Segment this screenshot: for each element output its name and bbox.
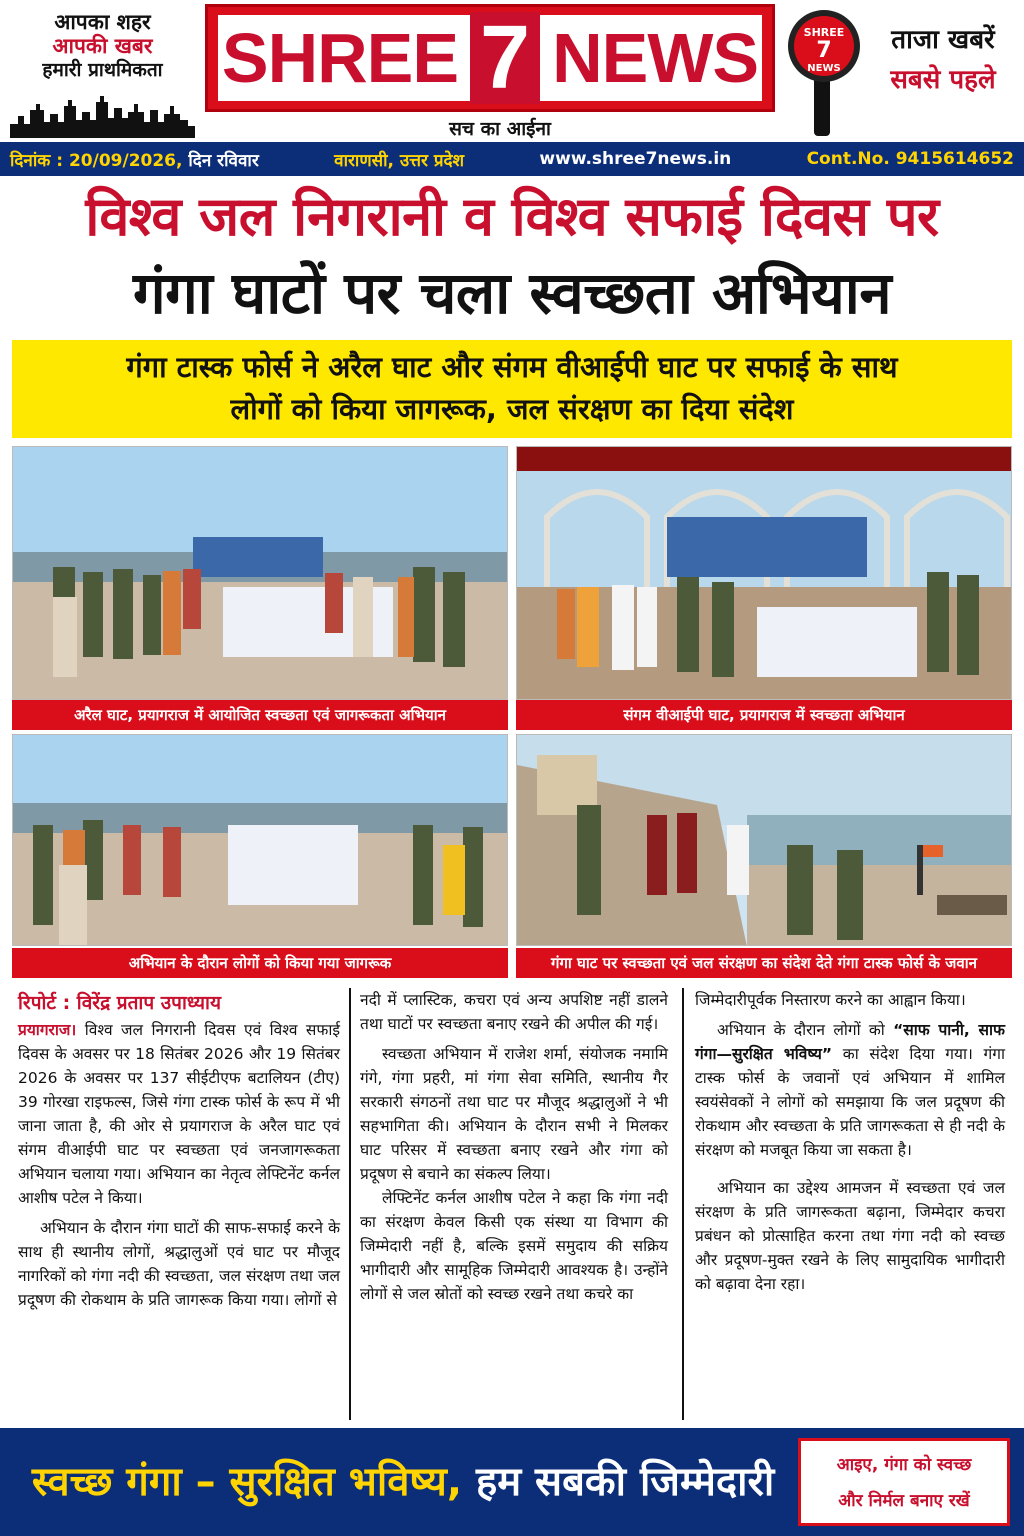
first-label: सबसे पहले (890, 65, 996, 95)
masthead (0, 0, 1024, 142)
masthead-left-slogan (10, 10, 195, 138)
date-info (10, 148, 259, 171)
tagline: सच का आईना (449, 118, 551, 140)
brand-logo (205, 4, 775, 112)
article-paragraph: जिम्मेदारीपूर्वक निस्तारण करने का आह्वान किया। (695, 991, 966, 1009)
subheadline-line-2: लोगों को किया जागरूक, जल संरक्षण का दिया संदेश (230, 392, 794, 426)
campaign-message-quote: “साफ पानी, साफ गंगा—सुरक्षित भविष्य” (695, 1021, 1005, 1063)
article-paragraph: लेफ्टिनेंट कर्नल आशीष पटेल ने कहा कि गंगा नदी का संरक्षण केवल किसी एक संस्था या विभाग की जिम्मेदारी नहीं है, बल्कि इसमें समुदाय की सक्रिय भागीदारी और सामूहिक जिम्मेदारी आवश्यक है। उन्होंने लोगों से जल स्रोतों को स्वच्छ रखने तथा कचरे का (360, 1189, 668, 1303)
headline-line-2: गंगा घाटों पर चला स्वच्छता अभियान (132, 259, 892, 327)
subheadline-line-1: गंगा टास्क फोर्स ने अरैल घाट और संगम वीआईपी घाट पर सफाई के साथ (126, 350, 898, 384)
article-paragraph: नदी में प्लास्टिक, कचरा एवं अन्य अपशिष्ट नहीं डालने तथा घाटों पर स्वच्छता बनाए रखने की अपील की गई। (360, 991, 668, 1033)
article-paragraph (695, 1018, 1005, 1162)
brand-word-shree: SHREE (221, 19, 459, 97)
article-paragraph: अभियान का उद्देश्य आमजन में स्वच्छता एवं जल संरक्षण के प्रति जागरूकता बढ़ाना, जिम्मेदार कचरा प्रबंधन को प्रोत्साहित करना तथा गंगा नदी को स्वच्छ और प्रदूषण-मुक्त रखने के लिए सामुदायिक भागीदारी को बढ़ावा देना रहा। (695, 1179, 1005, 1293)
photo-caption-2: संगम वीआईपी घाट, प्रयागराज में स्वच्छता अभियान (516, 700, 1012, 730)
info-bar (0, 142, 1024, 176)
dateline: प्रयागराज। (18, 1021, 77, 1039)
slogan-line-3: हमारी प्राथमिकता (42, 59, 163, 81)
masthead-right-slogan (870, 20, 1016, 120)
slogan-part-1: स्वच्छ गंगा – सुरक्षित भविष्य, (31, 1459, 463, 1505)
location-label: वाराणसी, उत्तर प्रदेश (334, 150, 465, 171)
photo-caption-3: अभियान के दौरान लोगों को किया गया जागरूक (12, 948, 508, 978)
date-label: दिनांक : 20/09/2026, (10, 150, 183, 171)
article-column-1 (18, 988, 340, 1312)
brand-word-news: NEWS (552, 19, 759, 97)
appeal-line-1: आइए, गंगा को स्वच्छ (836, 1455, 972, 1475)
photo-caption-1: अरैल घाट, प्रयागराज में आयोजित स्वच्छता एवं जागरूकता अभियान (12, 700, 508, 730)
column-divider (349, 988, 351, 1420)
article-body (0, 988, 1024, 1420)
slogan-line-1: आपका शहर (54, 10, 151, 34)
contact-number: Cont.No. 9415614652 (806, 149, 1014, 169)
website-link[interactable]: www.shree7news.in (539, 149, 732, 169)
mic-label-top: SHREE (803, 26, 845, 39)
column-divider (682, 988, 684, 1420)
photo-awareness-group (12, 734, 508, 946)
paragraph-text: विश्व जल निगरानी दिवस एवं विश्व सफाई दिवस के अवसर पर 18 सितंबर 2026 और 19 सितंबर 2026 के अवसर पर 137 सीईटीएफ बटालियन (टीए) 39 गोरखा राइफल्स, जिसे गंगा टास्क फोर्स के रूप में भी जाना जाता है, की ओर से प्रयागराज के अरैल घाट एवं संगम वीआईपी घाट पर स्वच्छता एवं जनजागरूकता अभियान चलाया गया। अभियान का नेतृत्व लेफ्टिनेंट कर्नल आशीष पटेल ने किया। (18, 1021, 340, 1207)
headline-line-1: विश्व जल निगरानी व विश्व सफाई दिवस पर (85, 185, 939, 248)
mic-label-num: 7 (816, 38, 832, 63)
photo-sangam-vip-ghat (516, 446, 1012, 700)
city-skyline-icon (10, 94, 195, 138)
slogan-part-2: हम सबकी जिम्मेदारी (475, 1459, 775, 1505)
article-paragraph (18, 1018, 340, 1210)
footer-appeal-box (798, 1438, 1010, 1526)
paragraph-text: अभियान के दौरान लोगों को (717, 1021, 885, 1039)
article-column-3 (695, 988, 1005, 1296)
mic-label-bottom: NEWS (807, 63, 841, 74)
photo-caption-4: गंगा घाट पर स्वच्छता एवं जल संरक्षण का संदेश देते गंगा टास्क फोर्स के जवान (516, 948, 1012, 978)
reporter-byline: रिपोर्ट : विरेंद्र प्रताप उपाध्याय (18, 992, 221, 1014)
footer-banner (0, 1428, 1024, 1536)
appeal-line-2: और निर्मल बनाए रखें (838, 1491, 970, 1511)
article-paragraph: अभियान के दौरान गंगा घाटों की साफ-सफाई करने के साथ ही स्थानीय लोगों, श्रद्धालुओं एवं घाट पर मौजूद नागरिकों को गंगा नदी की स्वच्छता, जल संरक्षण तथा जल प्रदूषण की रोकथाम के प्रति जागरूक किया गया। लोगों से (18, 1219, 340, 1309)
photo-task-force-message (516, 734, 1012, 946)
microphone-icon (780, 6, 868, 138)
slogan-line-2: आपकी खबर (52, 34, 153, 58)
latest-news-label: ताजा खबरें (891, 25, 995, 55)
photo-arail-ghat (12, 446, 508, 700)
article-paragraph: स्वच्छता अभियान में राजेश शर्मा, संयोजक नमामि गंगे, गंगा प्रहरी, मां गंगा सेवा समिति, स्थानीय गैर सरकारी संगठनों तथा घाट पर मौजूद श्रद्धालुओं ने भी सहभागिता की। अभियान के दौरान सभी ने मिलकर घाट परिसर में स्वच्छता बनाए रखने और गंगा को प्रदूषण से बचाने का संकल्प लिया। (360, 1045, 668, 1183)
article-column-2 (360, 988, 668, 1306)
day-label: दिन रविवार (188, 150, 259, 171)
footer-slogan (18, 1428, 788, 1536)
brand-number: 7 (470, 12, 540, 104)
paragraph-text: का संदेश दिया गया। गंगा टास्क फोर्स के जवानों एवं अभियान में शामिल स्वयंसेवकों ने लोगों को समझाया कि जल प्रदूषण की रोकथाम और स्वच्छता के प्रति जागरूकता से ही नदी के संरक्षण को मजबूत किया जा सकता है। (695, 1045, 1005, 1159)
subheadline (12, 340, 1012, 438)
